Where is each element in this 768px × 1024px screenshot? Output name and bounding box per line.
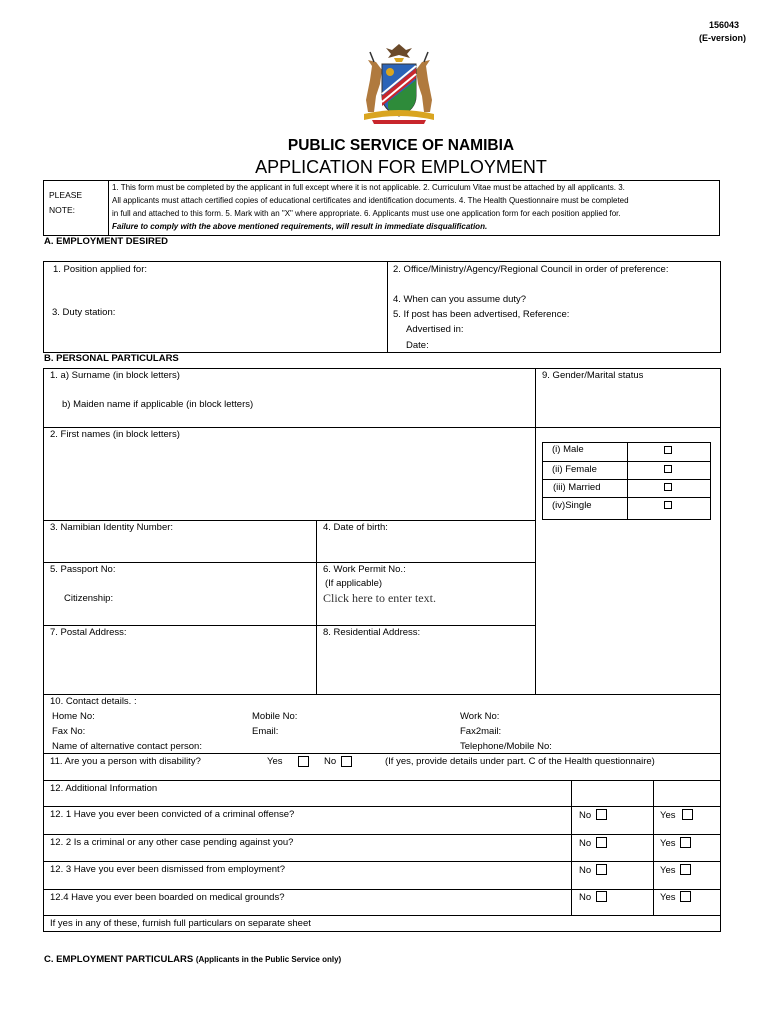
q4-yes-label: Yes: [660, 892, 676, 903]
q3-no-label: No: [579, 865, 592, 876]
q4-no-checkbox[interactable]: [596, 891, 607, 902]
gender-status-label: 9. Gender/Marital status: [542, 370, 644, 381]
work-permit-note: (If applicable): [325, 578, 383, 589]
disability-yes-checkbox[interactable]: [298, 756, 309, 767]
q2-yes-label: Yes: [660, 838, 676, 849]
disability-question: 11. Are you a person with disability?: [50, 756, 201, 767]
assume-duty-label[interactable]: 4. When can you assume duty?: [393, 294, 527, 305]
q4-yes-checkbox[interactable]: [680, 891, 691, 902]
q4-no-label: No: [579, 892, 592, 903]
office-preference-label[interactable]: 2. Office/Ministry/Agency/Regional Council in order of preference:: [393, 264, 669, 275]
work-permit-label[interactable]: 6. Work Permit No.:: [323, 564, 406, 575]
q3-yes-checkbox[interactable]: [680, 864, 691, 875]
form-code: 156043: [709, 20, 740, 30]
additional-info-heading: 12. Additional Information: [50, 783, 158, 794]
please-note-label-2: NOTE:: [49, 205, 75, 215]
postal-address-label[interactable]: 7. Postal Address:: [50, 627, 127, 638]
note-line-3: in full and attached to this form. 5. Mark with an "X" where appropriate. 6. Applicants must use one application form for each position applied for.: [112, 209, 621, 218]
surname-label[interactable]: 1. a) Surname (in block letters): [50, 370, 180, 381]
note-line-1: 1. This form must be completed by the applicant in full except where it is not applicable. 2. Curriculum Vitae must be attached by all applicants. 3.: [112, 183, 625, 192]
date-of-birth-label[interactable]: 4. Date of birth:: [323, 522, 388, 533]
disability-note: (If yes, provide details under part. C of the Health questionnaire): [385, 756, 655, 767]
q1-yes-label: Yes: [660, 810, 676, 821]
status-option-single: (iv)Single: [552, 500, 592, 511]
q2-no-label: No: [579, 838, 592, 849]
single-checkbox[interactable]: [664, 501, 672, 509]
status-option-married: (iii) Married: [553, 482, 601, 493]
married-checkbox[interactable]: [664, 483, 672, 491]
contact-details-heading: 10. Contact details. :: [50, 696, 137, 707]
female-checkbox[interactable]: [664, 465, 672, 473]
alt-contact-label[interactable]: Name of alternative contact person:: [52, 741, 202, 752]
q3-no-checkbox[interactable]: [596, 864, 607, 875]
section-c-title: C. EMPLOYMENT PARTICULARS: [44, 954, 194, 965]
question-medical-grounds: 12.4 Have you ever been boarded on medical grounds?: [50, 892, 285, 903]
coat-of-arms-logo: [358, 40, 440, 126]
note-line-2: All applicants must attach certified copies of educational certificates and identification documents. 4. The Health Questionnaire must be completed: [112, 196, 629, 205]
fax-no-label[interactable]: Fax No:: [52, 726, 86, 737]
work-no-label[interactable]: Work No:: [460, 711, 500, 722]
advertised-in-label[interactable]: Advertised in:: [406, 324, 464, 335]
male-checkbox[interactable]: [664, 446, 672, 454]
section-c-heading: [44, 954, 341, 966]
q3-yes-label: Yes: [660, 865, 676, 876]
title-line-2: APPLICATION FOR EMPLOYMENT: [255, 157, 547, 177]
question-criminal-offense: 12. 1 Have you ever been convicted of a criminal offense?: [50, 809, 295, 820]
telephone-mobile-label[interactable]: Telephone/Mobile No:: [460, 741, 552, 752]
advertised-date-label[interactable]: Date:: [406, 340, 429, 351]
fax2mail-label[interactable]: Fax2mail:: [460, 726, 502, 737]
residential-address-label[interactable]: 8. Residential Address:: [323, 627, 421, 638]
form-version: (E-version): [699, 33, 747, 43]
section-c-subtitle: (Applicants in the Public Service only): [195, 955, 342, 964]
home-no-label[interactable]: Home No:: [52, 711, 95, 722]
disability-no-checkbox[interactable]: [341, 756, 352, 767]
gender-option-female: (ii) Female: [552, 464, 597, 475]
disability-no-label: No: [324, 756, 337, 767]
section-b-heading: B. PERSONAL PARTICULARS: [44, 353, 179, 364]
first-names-label[interactable]: 2. First names (in block letters): [50, 429, 180, 440]
section-a-heading: A. EMPLOYMENT DESIRED: [44, 236, 169, 247]
citizenship-label[interactable]: Citizenship:: [64, 593, 114, 604]
note-warning: Failure to comply with the above mentioned requirements, will result in immediate disqualification.: [112, 222, 488, 231]
disability-yes-label: Yes: [267, 756, 283, 767]
advertised-reference-label[interactable]: 5. If post has been advertised, Reference:: [393, 309, 570, 320]
please-note-label-1: PLEASE: [49, 190, 83, 200]
duty-station-label[interactable]: 3. Duty station:: [52, 307, 116, 318]
work-permit-input[interactable]: Click here to enter text.: [323, 591, 436, 605]
mobile-no-label[interactable]: Mobile No:: [252, 711, 298, 722]
maiden-name-label[interactable]: b) Maiden name if applicable (in block letters): [62, 399, 254, 410]
q2-no-checkbox[interactable]: [596, 837, 607, 848]
title-line-1: PUBLIC SERVICE OF NAMIBIA: [287, 137, 515, 154]
passport-label[interactable]: 5. Passport No:: [50, 564, 116, 575]
furnish-particulars-note: If yes in any of these, furnish full particulars on separate sheet: [50, 918, 311, 929]
question-case-pending: 12. 2 Is a criminal or any other case pending against you?: [50, 837, 294, 848]
id-number-label[interactable]: 3. Namibian Identity Number:: [50, 522, 174, 533]
q2-yes-checkbox[interactable]: [680, 837, 691, 848]
position-applied-label[interactable]: 1. Position applied for:: [53, 264, 148, 275]
q1-no-checkbox[interactable]: [596, 809, 607, 820]
question-dismissed: 12. 3 Have you ever been dismissed from employment?: [50, 864, 285, 875]
email-label[interactable]: Email:: [252, 726, 279, 737]
gender-option-male: (i) Male: [552, 444, 584, 455]
q1-yes-checkbox[interactable]: [682, 809, 693, 820]
q1-no-label: No: [579, 810, 592, 821]
